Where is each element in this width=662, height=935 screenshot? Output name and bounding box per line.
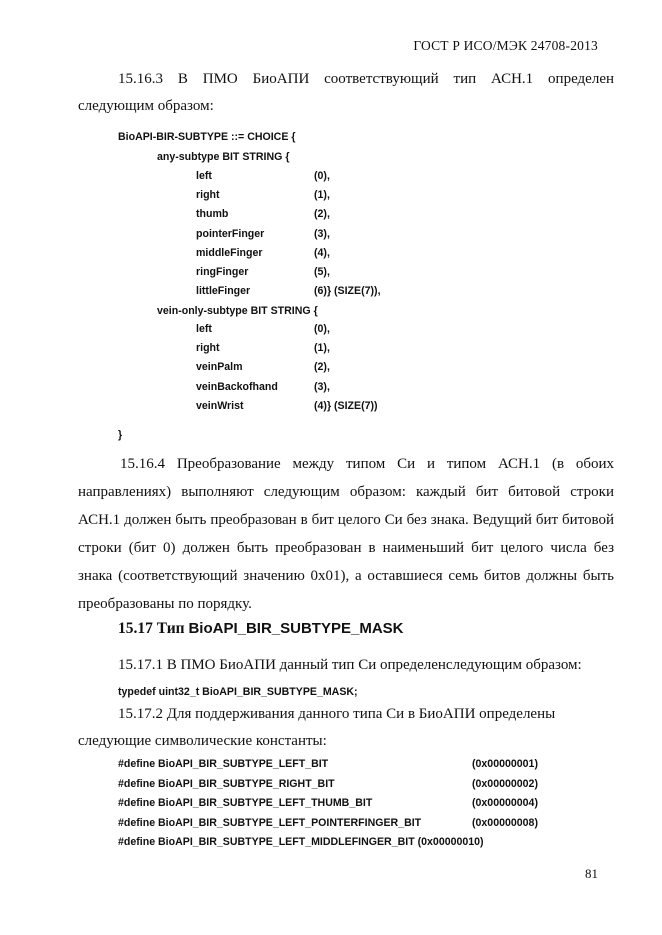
vein-subtype-item-value: (4)} (SIZE(7)) bbox=[314, 399, 378, 412]
any-subtype-item-value: (6)} (SIZE(7)), bbox=[314, 285, 381, 298]
section-15-17-1: 15.17.1 В ПМО БиоАПИ данный тип Си определенследующим образом: bbox=[118, 657, 582, 673]
heading-number: 15.17 Тип bbox=[118, 620, 185, 637]
any-subtype-item-value: (1), bbox=[314, 189, 330, 202]
define-value: (0x00000004) bbox=[472, 797, 538, 809]
vein-subtype-item-value: (3), bbox=[314, 380, 330, 393]
define-value: (0x00000001) bbox=[472, 758, 538, 770]
section-15-16-4-text: Преобразование между типом Си и типом АСН.1 (в обоих направлениях) выполняют следующим образом: каждый бит битовой строки АСН.1 должен быть преобразован в бит целого Си без знака. Ведущий бит битовой строки (бит 0) должен быть преобразован в наименьший бит целого числа без знака (соответствующий значению 0x01), а оставшиеся семь битов должны быть преобразованы по порядку. bbox=[78, 456, 615, 612]
vein-subtype-item-name: veinWrist bbox=[196, 399, 244, 412]
any-subtype-item-name: right bbox=[196, 189, 220, 202]
section-15-17-2-line2: следующие символические константы: bbox=[78, 733, 327, 749]
heading-type-name: BioAPI_BIR_SUBTYPE_MASK bbox=[188, 620, 404, 637]
any-subtype-item-value: (5), bbox=[314, 266, 330, 278]
any-subtype-item-value: (0), bbox=[314, 170, 330, 182]
vein-subtype-item-name: left bbox=[196, 323, 212, 335]
any-subtype-item-value: (4), bbox=[314, 246, 330, 259]
section-15-16-3-line1: 15.16.3 В ПМО БиоАПИ соответствующий тип АСН.1 определен bbox=[118, 71, 614, 87]
asn-choice-close: } bbox=[118, 429, 123, 441]
define-name: #define BioAPI_BIR_SUBTYPE_LEFT_THUMB_BIT bbox=[118, 797, 373, 809]
vein-subtype-item-value: (1), bbox=[314, 342, 330, 355]
vein-subtype-item-name: veinPalm bbox=[196, 361, 243, 374]
vein-subtype-item-value: (2), bbox=[314, 361, 330, 374]
any-subtype-item-name: middleFinger bbox=[196, 246, 263, 259]
section-15-16-4-paragraph bbox=[78, 450, 614, 618]
vein-subtype-item-name: right bbox=[196, 342, 220, 355]
typedef-line: typedef uint32_t BioAPI_BIR_SUBTYPE_MASK; bbox=[118, 686, 358, 698]
section-15-17-2-line1: 15.17.2 Для поддерживания данного типа Си в БиоАПИ определены bbox=[118, 706, 556, 722]
asn-any-subtype-open: any-subtype BIT STRING { bbox=[157, 151, 290, 163]
any-subtype-item-name: thumb bbox=[196, 208, 229, 221]
define-name: #define BioAPI_BIR_SUBTYPE_LEFT_MIDDLEFINGER_BIT (0x00000010) bbox=[118, 836, 484, 848]
define-name: #define BioAPI_BIR_SUBTYPE_LEFT_POINTERFINGER_BIT bbox=[118, 816, 422, 829]
page-number: 81 bbox=[585, 866, 598, 881]
section-15-16-3-line2: следующим образом: bbox=[78, 98, 214, 114]
any-subtype-item-name: littleFinger bbox=[196, 285, 251, 298]
section-15-17-heading bbox=[118, 620, 404, 638]
define-value: (0x00000002) bbox=[472, 777, 538, 790]
define-name: #define BioAPI_BIR_SUBTYPE_LEFT_BIT bbox=[118, 758, 329, 770]
define-name: #define BioAPI_BIR_SUBTYPE_RIGHT_BIT bbox=[118, 777, 335, 790]
asn-vein-subtype-open: vein-only-subtype BIT STRING { bbox=[157, 305, 318, 317]
standard-header: ГОСТ Р ИСО/МЭК 24708-2013 bbox=[413, 38, 598, 53]
vein-subtype-item-name: veinBackofhand bbox=[196, 380, 278, 393]
section-15-16-4-number: 15.16.4 bbox=[120, 456, 165, 472]
any-subtype-item-name: ringFinger bbox=[196, 266, 249, 278]
asn-choice-open: BioAPI-BIR-SUBTYPE ::= CHOICE { bbox=[118, 131, 296, 143]
any-subtype-item-value: (3), bbox=[314, 227, 330, 240]
any-subtype-item-name: left bbox=[196, 170, 212, 182]
any-subtype-item-value: (2), bbox=[314, 208, 330, 221]
define-value: (0x00000008) bbox=[472, 816, 538, 829]
vein-subtype-item-value: (0), bbox=[314, 323, 330, 335]
any-subtype-item-name: pointerFinger bbox=[196, 227, 265, 240]
